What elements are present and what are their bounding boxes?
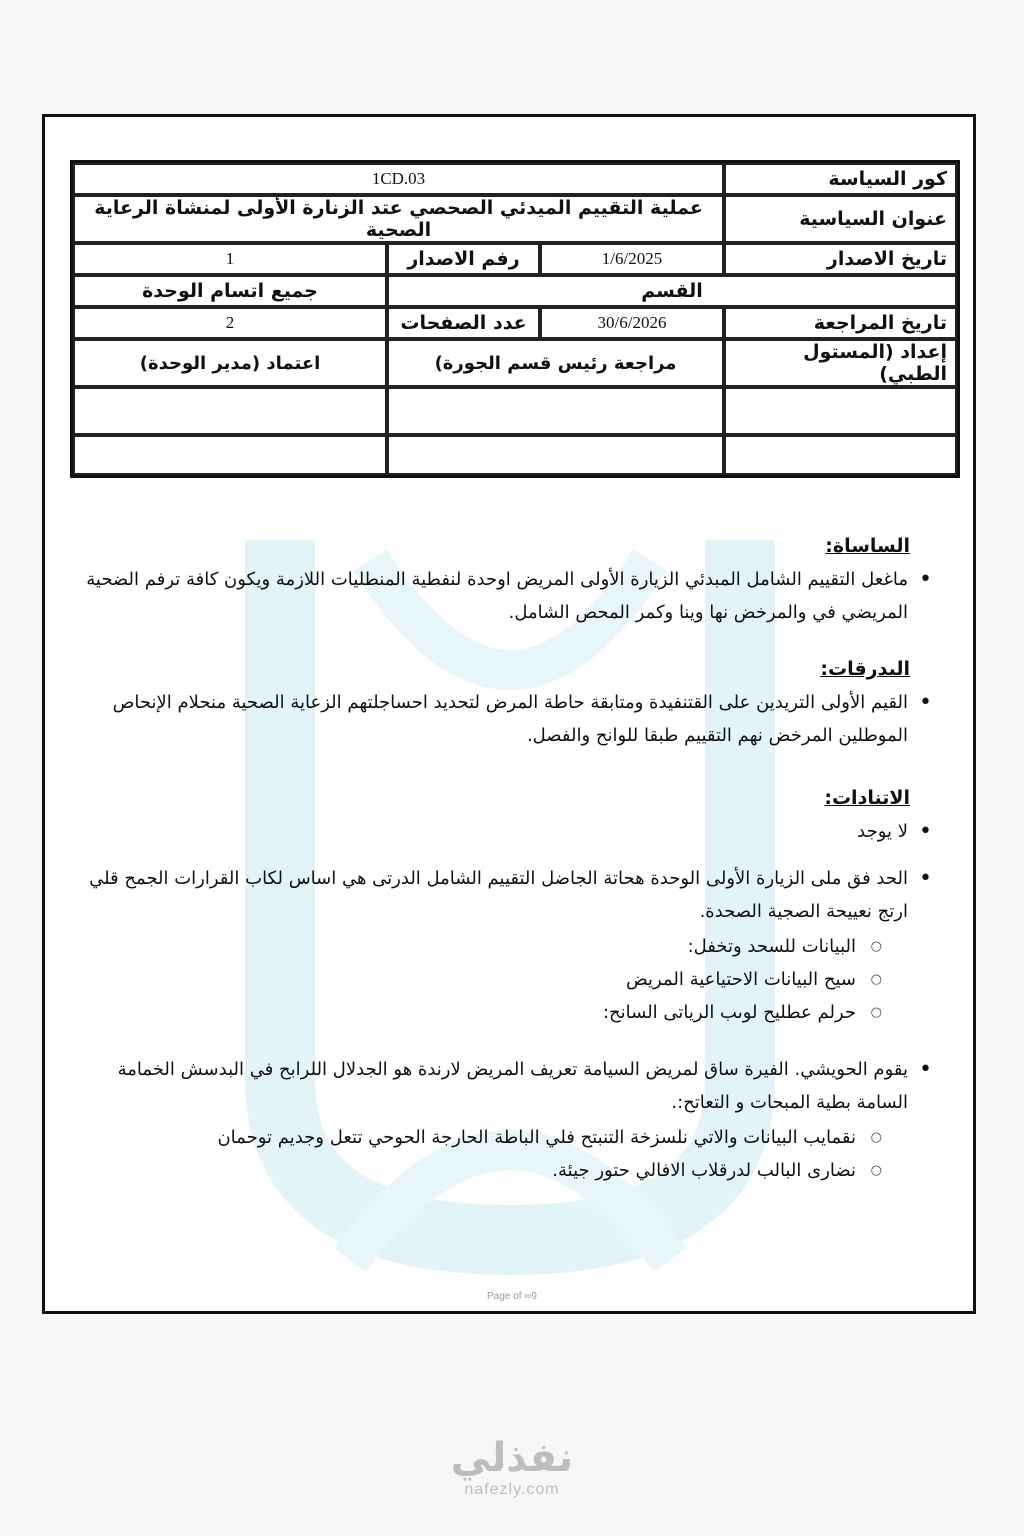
document-body <box>84 530 934 1187</box>
responsibilities-list-3 <box>84 1053 934 1187</box>
review-date-value: 30/6/2026 <box>540 307 724 339</box>
review-date-label: تاريخ المراجعة <box>724 307 957 339</box>
sub-list-item: ○ نضارى البالب لدرقلاب الافالي حتور جيئة. <box>84 1154 908 1187</box>
department-label: القسم <box>387 275 957 307</box>
policy-title-label: عنوان السياسية <box>724 195 957 243</box>
page-count-value: 2 <box>73 307 387 339</box>
policy-section-title: الساساة: <box>825 535 910 557</box>
prepared-by: إعداد (المستول الطبي) <box>724 339 957 387</box>
policy-info-table <box>70 160 960 478</box>
signature-cell-reviewed <box>387 387 724 435</box>
policy-bullet: • ماغعل التقييم الشامل المبدئي الزيارة الأولى المريض اوحدة لنفطية المنطليات اللازمة ويكون كافة ترفم الضحية المريضي في والمرخض نها وينا وكمر المحص الشامل. <box>84 563 934 629</box>
responsibilities-list <box>84 815 934 848</box>
date-cell-reviewed <box>387 435 724 475</box>
issue-date-value: 1/6/2025 <box>540 243 724 275</box>
responsibilities-list-2 <box>84 862 934 1029</box>
policy-code-label: كور السياسة <box>724 163 957 195</box>
responsibility-bullet-none: • لا يوجد <box>84 815 934 848</box>
approved-by: اعتماد (مدير الوحدة) <box>73 339 387 387</box>
scope-bullet: • القيم الأولى التريدين على القتنفيدة ومتابقة حاطة المرض لتحديد احساجلتهم الزعاية الصحية منحلام الإنحاص الموطلين المرخض نهم التقييم طبقا للوانح والفصل. <box>84 686 934 752</box>
reviewed-by: مراجعة رئيس قسم الجورة) <box>387 339 724 387</box>
scope-list <box>84 686 934 752</box>
scope-section-title: الىدرقات: <box>820 658 910 680</box>
signature-cell-prepared <box>724 387 957 435</box>
policy-code-value: 1CD.03 <box>73 163 724 195</box>
responsibility-bullet-identification <box>84 1053 934 1187</box>
signature-cell-approved <box>73 387 387 435</box>
issue-number-label: رفم الاصدار <box>387 243 540 275</box>
brand-watermark <box>430 1436 594 1500</box>
responsibilities-section-title: الاتنادات: <box>824 787 910 809</box>
date-cell-prepared <box>724 435 957 475</box>
page-number: Page of ∞9 <box>487 1291 537 1302</box>
responsibility-bullet-identification-text: يقوم الحويشي. الفيرة ساق لمريض السيامة تعريف المريض لارندة هو الجدلال اللرابح في البدسش الخمامة السامة بطية المبحات و التعاتح:. <box>117 1059 908 1113</box>
responsibility-bullet-assessment <box>84 862 934 1029</box>
issue-date-label: تاريخ الاصدار <box>724 243 957 275</box>
department-value: جميع اتسام الوحدة <box>73 275 387 307</box>
brand-arabic: نفذلي <box>450 1435 574 1481</box>
responsibility-bullet-assessment-text: الحد فق ملى الزيارة الأولى الوحدة هحاتة الجاضل التقييم الشامل الدرتى هي اساس لكاب القرارات الجمح قلي ارتج نعييحة الصجية الصحدة. <box>89 868 908 922</box>
brand-latin: nafezly.com <box>464 1481 560 1498</box>
identification-sublist <box>84 1121 908 1187</box>
assessment-sublist <box>84 930 908 1029</box>
page-count-label: عدد الصفحات <box>387 307 540 339</box>
policy-list <box>84 563 934 629</box>
date-cell-approved <box>73 435 387 475</box>
sub-list-item: ○ نقمايب البيانات والاتي نلسزخة التنبتح فلي الباطة الحارجة الحوحي تتعل وجديم توحمان <box>84 1121 908 1154</box>
issue-number-value: 1 <box>73 243 387 275</box>
policy-title-value: عملية التقييم الميدئي الصحصي عتد الزنارة الأولى لمنشاة الرعاية الصحية <box>73 195 724 243</box>
sub-list-item: ○ سيح البيانات الاحتياعية المريض <box>84 963 908 996</box>
sub-list-item: ○ حرلم عطليح لوىب الرياتى السانح: <box>84 996 908 1029</box>
sub-list-item: ○ البيانات للسحد وتخفل: <box>84 930 908 963</box>
